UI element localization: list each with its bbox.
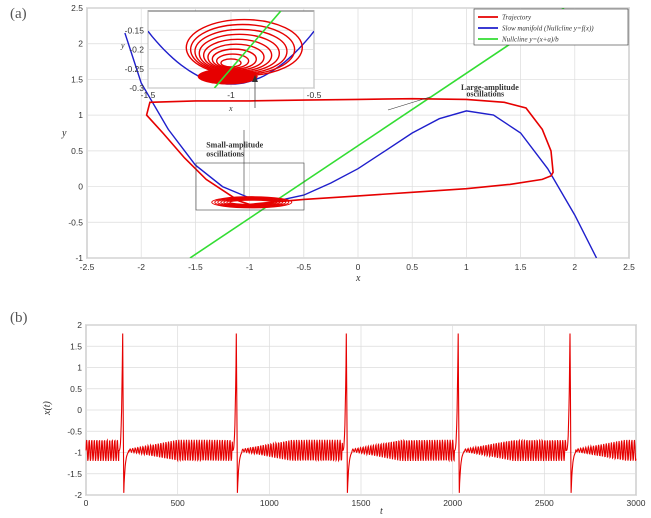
time-x-tick-label: 3000 [626, 498, 646, 508]
inset-y-tick-label: -0.2 [129, 44, 144, 55]
phase-plane-xlabel: x [356, 273, 361, 284]
time-x-tick-label: 2000 [443, 498, 463, 508]
phase-plane-ylabel: y [62, 128, 67, 139]
annotation-text: oscillations [466, 89, 505, 99]
x-tick-label: 0.5 [406, 262, 419, 272]
time-y-tick-label: -0.5 [67, 426, 82, 437]
y-tick-label: -0.5 [68, 217, 83, 228]
time-x-tick-label: 0 [83, 498, 89, 508]
time-y-tick-label: -1.5 [67, 468, 82, 479]
annotation-text: Small-amplitude [206, 140, 264, 150]
time-x-tick-label: 500 [170, 498, 185, 508]
time-series-chart [42, 320, 646, 517]
x-tick-label: -0.5 [296, 262, 312, 272]
time-y-tick-label: 2 [77, 320, 82, 330]
x-tick-label: 2.5 [623, 262, 635, 272]
y-tick-label: 1 [78, 110, 83, 121]
inset-y-tick-label: -0.25 [124, 63, 144, 74]
time-y-tick-label: 0 [77, 405, 82, 415]
inset-y-tick-label: -0.3 [129, 83, 144, 93]
y-tick-label: 2.5 [71, 3, 83, 13]
time-x-tick-label: 2500 [534, 498, 554, 508]
phase-plane-chart [61, 3, 635, 284]
y-tick-label: 0.5 [71, 145, 83, 156]
annotation-text: oscillations [206, 149, 245, 159]
x-tick-label: -1 [245, 262, 254, 272]
time-series-ylabel: x(t) [42, 401, 53, 415]
x-tick-label: 1.5 [514, 262, 527, 272]
x-tick-label: -2.5 [79, 262, 95, 272]
legend-entry: Trajectory [502, 13, 532, 22]
inset-x-tick-label: -1 [227, 90, 235, 100]
x-tick-label: -2 [137, 262, 145, 272]
inset-y-tick-label: -0.15 [124, 25, 144, 36]
panel-a-label: (a) [10, 6, 27, 22]
y-tick-label: 0 [78, 181, 83, 192]
time-y-tick-label: -1 [74, 447, 82, 458]
y-tick-label: 1.5 [71, 74, 83, 85]
y-tick-label: -1 [75, 253, 83, 263]
time-y-tick-label: 0.5 [70, 383, 82, 394]
time-x-tick-label: 1500 [351, 498, 371, 508]
legend-entry: Nullcline y=(x+a)/b [502, 35, 559, 44]
phase-plane-legend [474, 9, 628, 45]
inset-trajectory-core [198, 68, 258, 84]
time-series-xlabel: t [380, 506, 383, 517]
inset-x-tick-label: -0.5 [306, 90, 322, 100]
legend-entry: Slow manifold (Nullcline y=f(x)) [502, 24, 594, 33]
time-y-tick-label: -2 [74, 490, 82, 500]
inset-ylabel: y [121, 41, 125, 50]
inset-x-tick-label: -1.5 [140, 90, 156, 100]
time-y-tick-label: 1.5 [70, 341, 82, 352]
x-tick-label: 1 [464, 262, 469, 272]
annotation-text: Large-amplitude [460, 83, 519, 93]
time-y-tick-label: 1 [77, 362, 82, 373]
x-tick-label: 0 [355, 262, 361, 272]
time-x-tick-label: 1000 [259, 498, 279, 508]
panel-b-label: (b) [10, 310, 28, 326]
y-tick-label: 2 [78, 38, 83, 49]
inset-xlabel: x [229, 104, 233, 113]
x-tick-label: 2 [572, 262, 578, 272]
x-tick-label: -1.5 [188, 262, 203, 272]
